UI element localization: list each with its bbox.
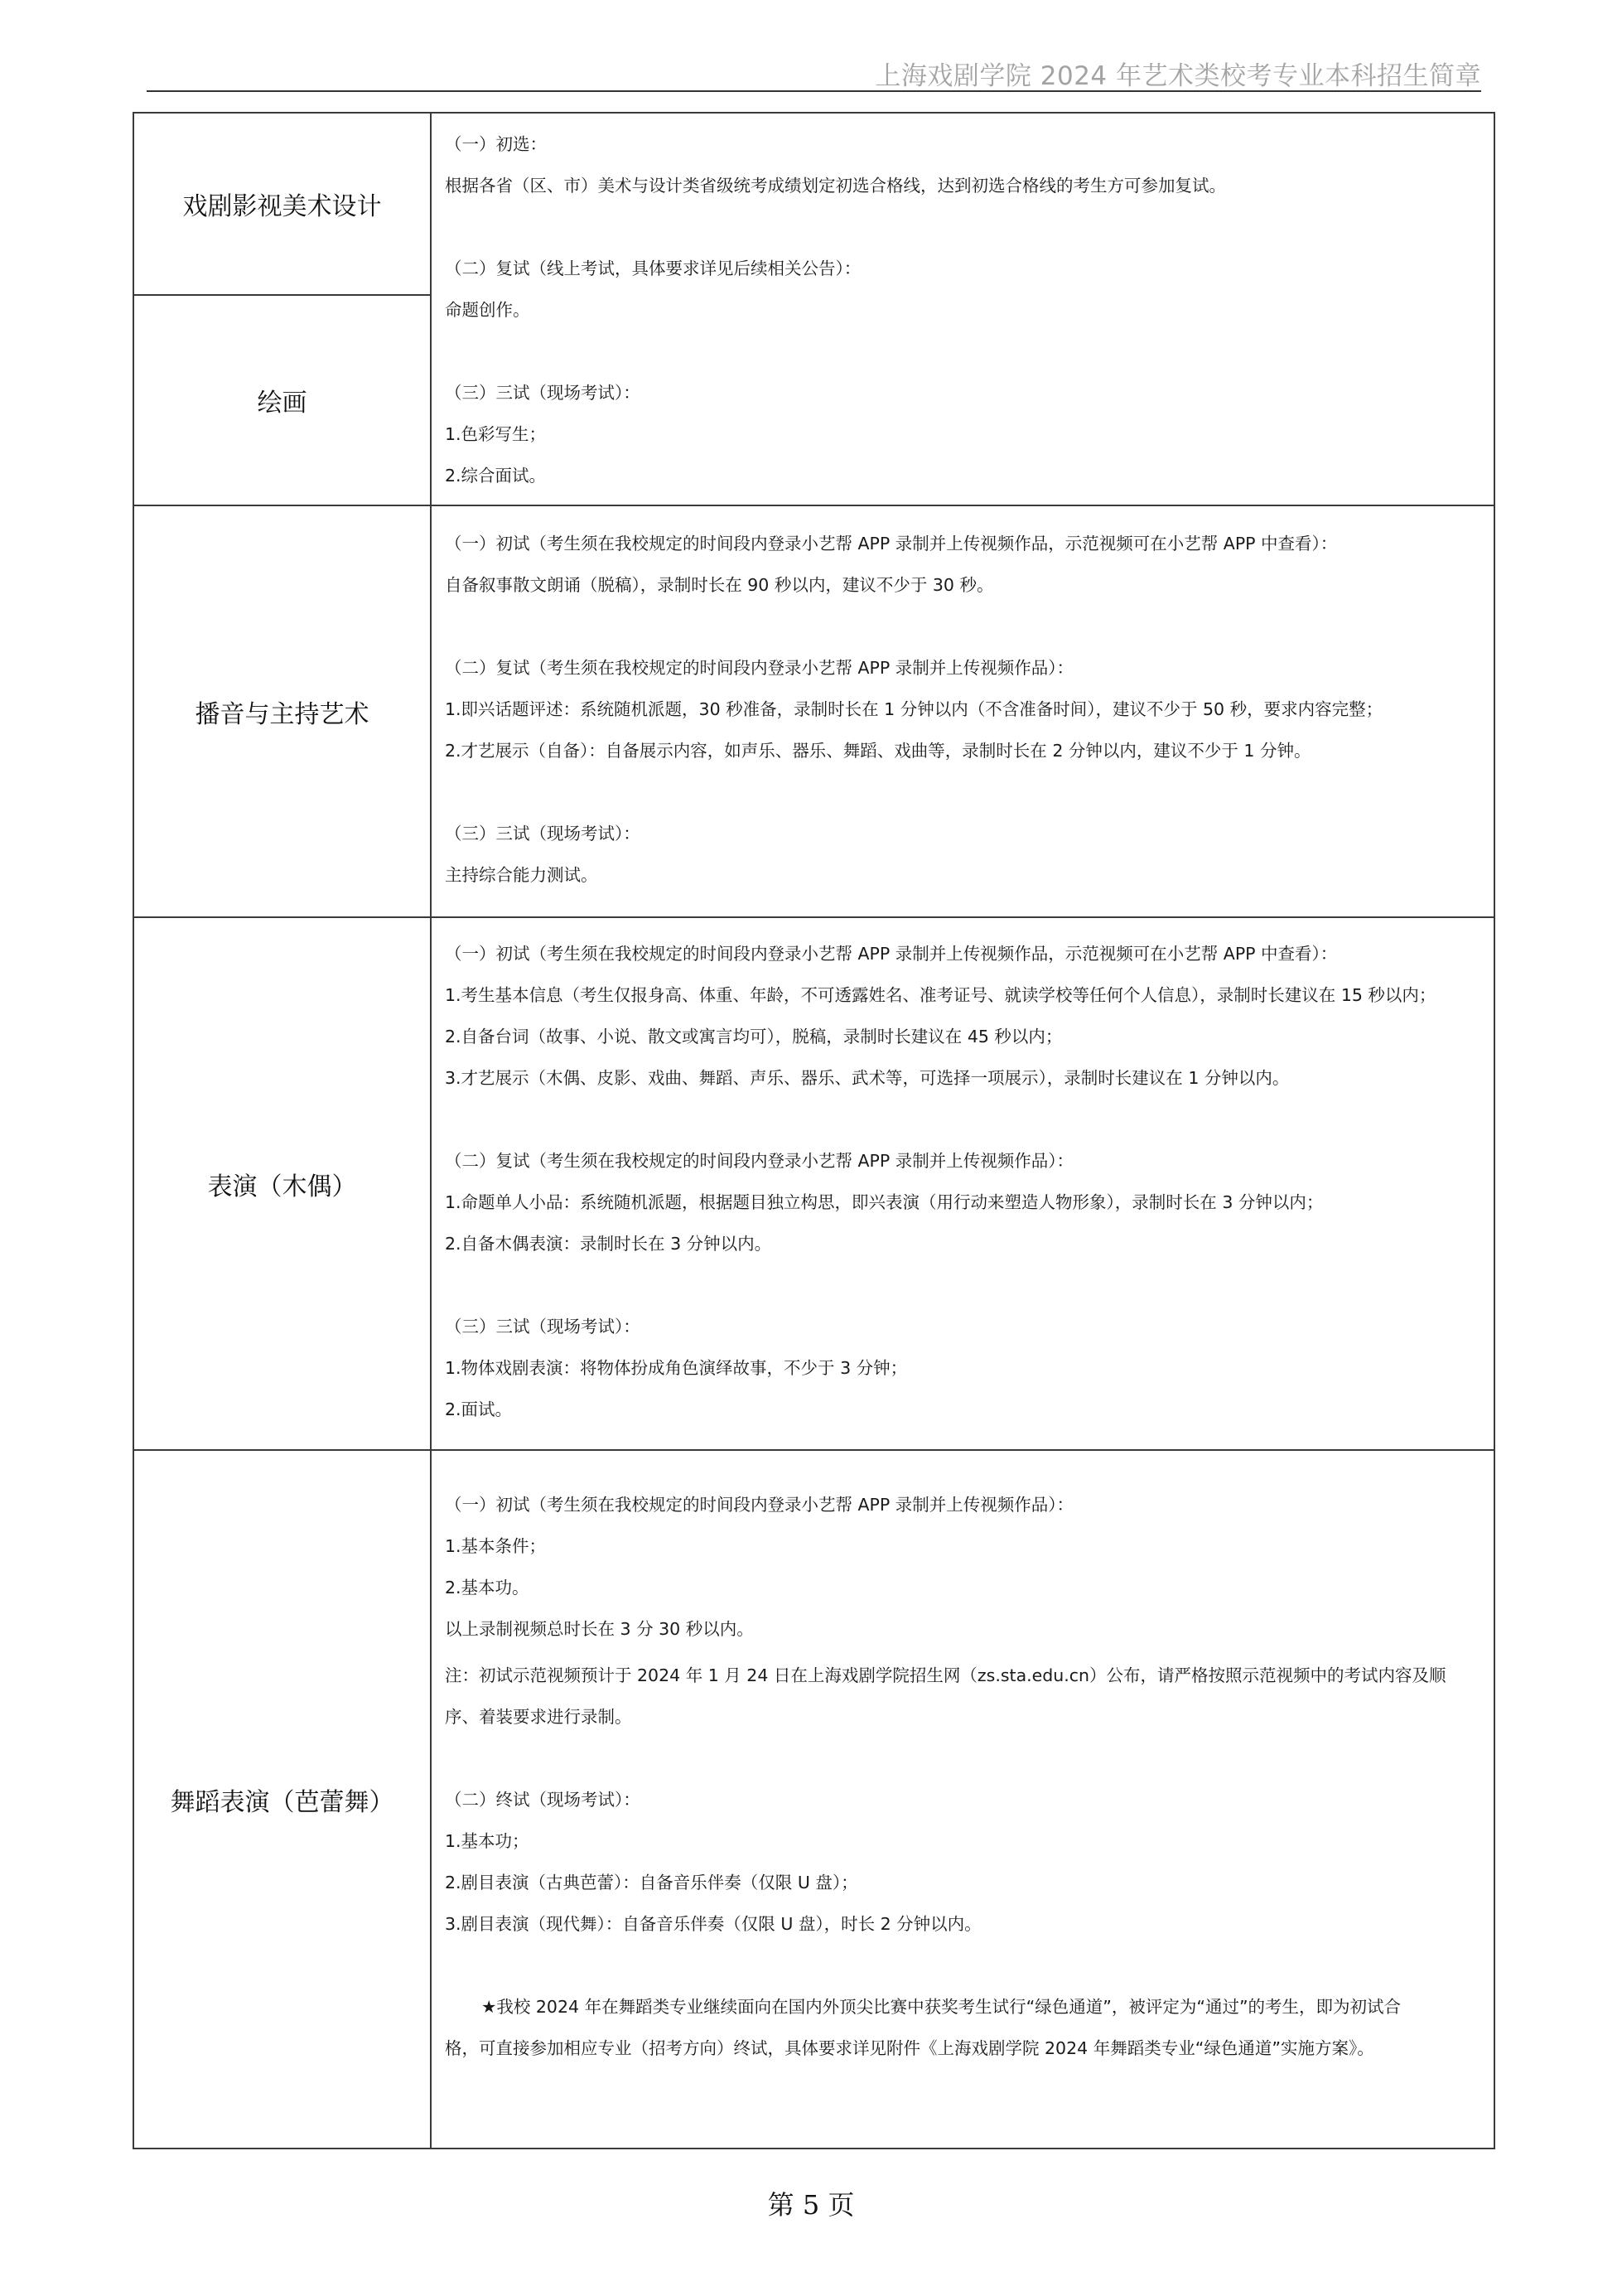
content-line: 1.色彩写生； — [445, 424, 547, 444]
green-channel-note: ★我校 2024 年在舞蹈类专业继续面向在国内外顶尖比赛中获奖考生试行“绿色通道”，被评定为“通过”的考生，即为初试合 — [481, 1997, 1402, 2017]
note-line: 序、着装要求进行录制。 — [445, 1707, 632, 1727]
content-line: 2.基本功。 — [445, 1578, 529, 1598]
row-content-broadcasting — [431, 505, 1494, 917]
content-line: 1.基本功； — [445, 1831, 529, 1851]
content-line: 2.面试。 — [445, 1399, 513, 1419]
spacer — [445, 1264, 1482, 1306]
header-rule — [147, 90, 1481, 92]
content-line: 2.自备木偶表演：录制时长在 3 分钟以内。 — [445, 1234, 772, 1254]
spacer — [445, 206, 1482, 248]
note-line: 注：初试示范视频预计于 2024 年 1 月 24 日在上海戏剧学院招生网（zs.sta.edu.cn）公布，请严格按照示范视频中的考试内容及顺 — [445, 1665, 1446, 1685]
requirements-table — [133, 112, 1495, 2149]
content-line: 1.基本条件； — [445, 1536, 547, 1556]
content-line: 3.剧目表演（现代舞）：自备音乐伴奏（仅限 U 盘），时长 2 分钟以内。 — [445, 1914, 982, 1934]
page-number: 第 5 页 — [767, 2189, 855, 2221]
spacer — [445, 1738, 1482, 1779]
content-line: 命题创作。 — [445, 300, 530, 320]
content-line: （三）三试（现场考试）： — [445, 824, 640, 843]
content-line: （二）复试（考生须在我校规定的时间段内登录小艺帮 APP 录制并上传视频作品）： — [445, 658, 1074, 678]
spacer — [445, 606, 1482, 647]
content-line: 2.才艺展示（自备）：自备展示内容，如声乐、器乐、舞蹈、戏曲等，录制时长在 2 分钟以内，建议不少于 1 分钟。 — [445, 741, 1311, 761]
major-label-puppetry: 表演（木偶） — [133, 917, 431, 1450]
content-line: （一）初试（考生须在我校规定的时间段内登录小艺帮 APP 录制并上传视频作品，示范视频可在小艺帮 APP 中查看）： — [445, 534, 1338, 553]
content-line: 3.才艺展示（木偶、皮影、戏曲、舞蹈、声乐、器乐、武术等，可选择一项展示），录制时长建议在 1 分钟以内。 — [445, 1068, 1290, 1088]
content-line: 2.综合面试。 — [445, 466, 547, 486]
content-line: 2.自备台词（故事、小说、散文或寓言均可），脱稿，录制时长建议在 45 秒以内； — [445, 1027, 1063, 1046]
content-line: （一）初选： — [445, 134, 547, 154]
content-line: （三）三试（现场考试）： — [445, 383, 640, 403]
spacer — [445, 1099, 1482, 1140]
content-line: （二）终试（现场考试）： — [445, 1790, 640, 1810]
content-line: 2.剧目表演（古典芭蕾）：自备音乐伴奏（仅限 U 盘）； — [445, 1873, 858, 1892]
row-content-art — [431, 113, 1494, 505]
content-line: （二）复试（考生须在我校规定的时间段内登录小艺帮 APP 录制并上传视频作品）： — [445, 1151, 1074, 1171]
spacer — [445, 771, 1482, 813]
header-title: 上海戏剧学院 2024 年艺术类校考专业本科招生简章 — [875, 61, 1481, 91]
major-label-painting: 绘画 — [133, 295, 431, 505]
content-line: 以上录制视频总时长在 3 分 30 秒以内。 — [445, 1619, 754, 1639]
content-line: （二）复试（线上考试，具体要求详见后续相关公告）： — [445, 259, 862, 278]
major-label-ballet: 舞蹈表演（芭蕾舞） — [133, 1450, 431, 2149]
major-label-broadcasting-hosting: 播音与主持艺术 — [133, 505, 431, 917]
spacer — [445, 1945, 1482, 1986]
spacer — [445, 331, 1482, 372]
content-line: （三）三试（现场考试）： — [445, 1317, 640, 1337]
row-content-puppetry — [431, 917, 1494, 1450]
content-line: （一）初试（考生须在我校规定的时间段内登录小艺帮 APP 录制并上传视频作品）： — [445, 1495, 1074, 1515]
green-channel-note: 格，可直接参加相应专业（招考方向）终试，具体要求详见附件《上海戏剧学院 2024 年舞蹈类专业“绿色通道”实施方案》。 — [445, 2038, 1374, 2058]
content-line: （一）初试（考生须在我校规定的时间段内登录小艺帮 APP 录制并上传视频作品，示范视频可在小艺帮 APP 中查看）： — [445, 944, 1338, 964]
content-line: 自备叙事散文朗诵（脱稿），录制时长在 90 秒以内，建议不少于 30 秒。 — [445, 575, 994, 595]
content-line: 1.命题单人小品：系统随机派题，根据题目独立构思，即兴表演（用行动来塑造人物形象），录制时长在 3 分钟以内； — [445, 1192, 1324, 1212]
content-line: 1.考生基本信息（考生仅报身高、体重、年龄，不可透露姓名、准考证号、就读学校等任何个人信息），录制时长建议在 15 秒以内； — [445, 985, 1436, 1005]
row-content-ballet — [431, 1450, 1494, 2149]
content-line: 根据各省（区、市）美术与设计类省级统考成绩划定初选合格线，达到初选合格线的考生方可参加复试。 — [445, 176, 1226, 196]
content-line: 1.物体戏剧表演：将物体扮成角色演绎故事，不少于 3 分钟； — [445, 1358, 908, 1378]
content-line: 主持综合能力测试。 — [445, 865, 598, 885]
content-line: 1.即兴话题评述：系统随机派题，30 秒准备，录制时长在 1 分钟以内（不含准备时间），建议不少于 50 秒，要求内容完整； — [445, 699, 1383, 719]
major-label-drama-film-art-design: 戏剧影视美术设计 — [133, 113, 431, 295]
